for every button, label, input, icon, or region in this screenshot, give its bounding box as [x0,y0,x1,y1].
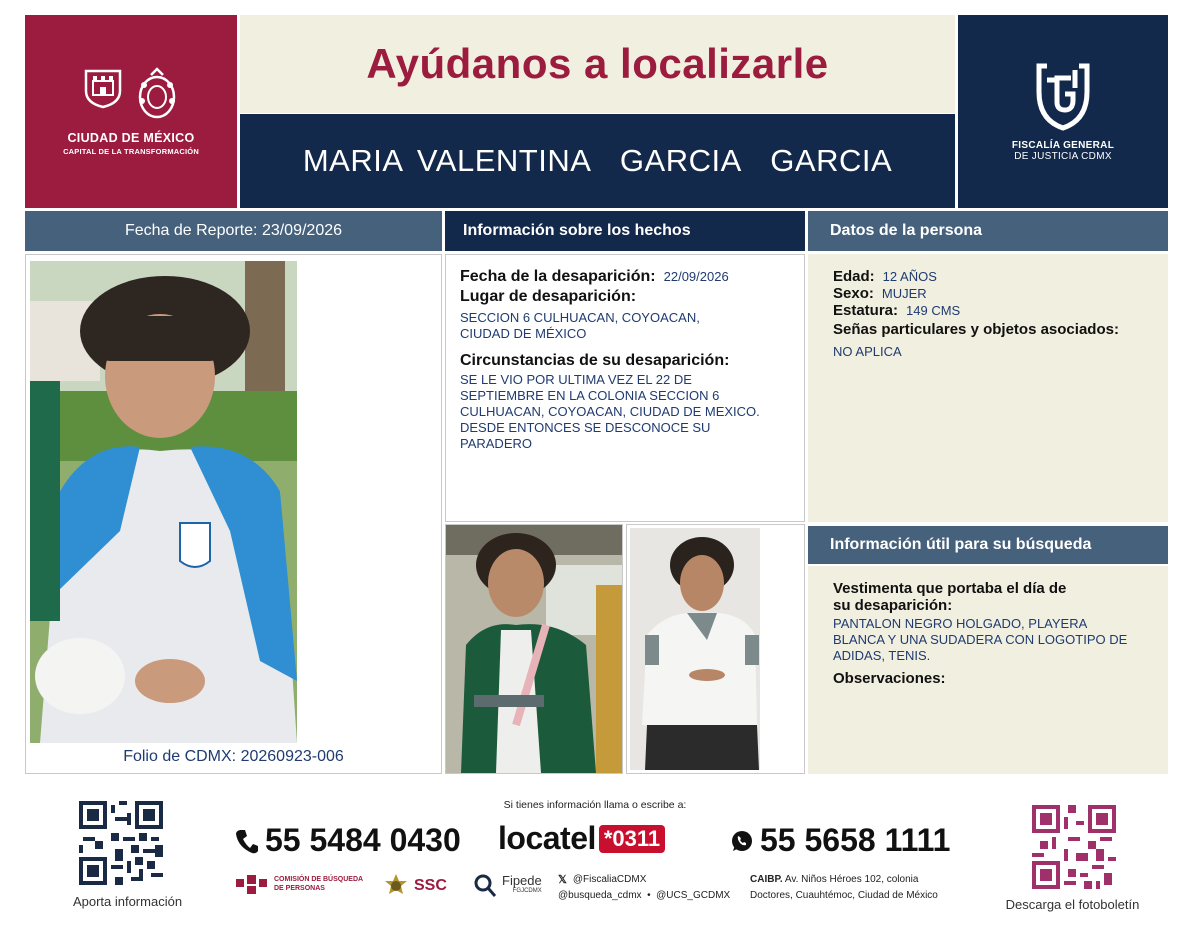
comision-text [274,875,363,893]
locatel-word: locatel [498,820,596,856]
circunstancias-label: Circunstancias de su desaparición: [460,352,730,369]
locatel-number: *0311 [599,825,665,853]
fipede-text [502,875,542,897]
vestimenta-value: PANTALON NEGRO HOLGADO, PLAYERA BLANCA Y UNA SUDADERA CON LOGOTIPO DE ADIDAS, TENIS. [833,616,1128,663]
senas-label: Señas particulares y objetos asociados: [833,321,1119,338]
qr-code-icon [1032,805,1116,889]
magnifier-icon [473,873,497,899]
hechos-header: Información sobre los hechos [445,211,805,251]
sexo-value: MUJER [881,286,927,301]
phone-2[interactable] [730,822,950,859]
ssc-badge-icon [383,873,409,899]
edad-value: 12 AÑOS [882,269,937,284]
lugar-label: Lugar de desaparición: [460,288,637,305]
social-line-1[interactable]: @FiscaliaCDMX [572,874,647,885]
estatura-value: 149 CMS [906,303,961,318]
person-photo-2-icon [446,525,622,773]
page-title: Ayúdanos a localizarle [366,40,829,87]
fecha-desaparicion-value: 22/09/2026 [663,269,729,284]
persona-content [833,268,1158,360]
ssc-logo [383,873,447,899]
comision-logo [235,873,363,895]
hechos-content [460,268,795,452]
report-date-header: Fecha de Reporte: 23/09/2026 [25,211,442,251]
cdmx-name: CIUDAD DE MÉXICO [67,131,195,145]
coat-of-arms-icon [134,67,180,121]
busqueda-content [833,580,1148,687]
aporta-qr-code[interactable] [79,801,163,885]
phone-1-number: 55 5484 0430 [265,822,461,858]
phone-2-number: 55 5658 1111 [760,822,951,858]
senas-value: NO APLICA [833,344,902,359]
observaciones-label: Observaciones: [833,670,946,687]
persona-header: Datos de la persona [808,211,1168,251]
whatsapp-icon [730,829,754,853]
fecha-desaparicion-label: Fecha de la desaparición: [460,268,656,285]
person-name: MARIA VALENTINA GARCIA GARCIA [302,143,893,178]
descarga-fotoboletin-label: Descarga el fotoboletín [1005,897,1140,912]
caibp-label: CAIBP. [750,874,783,885]
fipede-name: Fipede [502,873,542,888]
fipede-sub: FGJCDMX [512,888,542,894]
busqueda-header: Información útil para su búsqueda [808,526,1168,564]
caibp-line-2: Doctores, Cuauhtémoc, Ciudad de México [750,890,938,901]
x-icon: 𝕏 [558,874,567,886]
comision-line-1: COMISIÓN DE BÚSQUEDA [274,876,364,883]
title-bar [240,15,955,113]
locatel-logo[interactable] [498,820,665,857]
social-handles [558,872,730,904]
social-line-2[interactable]: @busqueda_cdmx • @UCS_GCDMX [558,890,731,901]
person-photo-3-icon [627,525,804,773]
caibp-address [750,872,938,904]
edad-label: Edad: [833,268,875,285]
lugar-value: SECCION 6 CULHUACAN, COYOACAN, CIUDAD DE MÉXICO [460,310,700,341]
descarga-qr-code[interactable] [1032,805,1116,889]
estatura-label: Estatura: [833,302,899,319]
comision-line-2: DE PERSONAS [274,885,325,892]
photo-2-frame [445,524,623,774]
name-bar [240,114,955,208]
folio-label: Folio de CDMX: 20260923-006 [123,748,344,765]
circunstancias-value: SE LE VIO POR ULTIMA VEZ EL 22 DE SEPTIEMBRE EN LA COLONIA SECCION 6 CULHUACAN, COYOACAN, CIUDAD DE MEXICO. DESDE ENTONCES SE DESCONOCE SU PARADERO [460,372,760,451]
qr-code-icon [79,801,163,885]
main-photo [30,261,297,743]
contact-callout: Si tienes información llama o escribe a: [503,799,687,811]
phone-icon [235,828,259,854]
vestimenta-label: Vestimenta que portaba el día de su desaparición: [833,580,1067,614]
fgj-name: FISCALÍA GENERAL [1011,139,1115,151]
person-photo-icon [30,261,297,743]
cdmx-logo-block [25,15,237,208]
sexo-label: Sexo: [833,285,874,302]
caibp-line-1: Av. Niños Héroes 102, colonia [784,874,919,885]
fgj-logo-icon [1033,62,1093,132]
castle-shield-icon [82,67,124,109]
aporta-informacion-label: Aporta información [72,894,183,909]
fgj-subtitle: DE JUSTICIA CDMX [1014,150,1112,162]
comision-icon [235,873,269,895]
photo-3-frame [626,524,805,774]
fgj-logo-block [958,15,1168,208]
cdmx-logo [82,67,180,121]
ssc-text: SSC [414,877,447,894]
fipede-logo [473,873,542,899]
cdmx-subtitle: CAPITAL DE LA TRANSFORMACIÓN [63,147,199,156]
phone-1[interactable] [235,822,461,859]
